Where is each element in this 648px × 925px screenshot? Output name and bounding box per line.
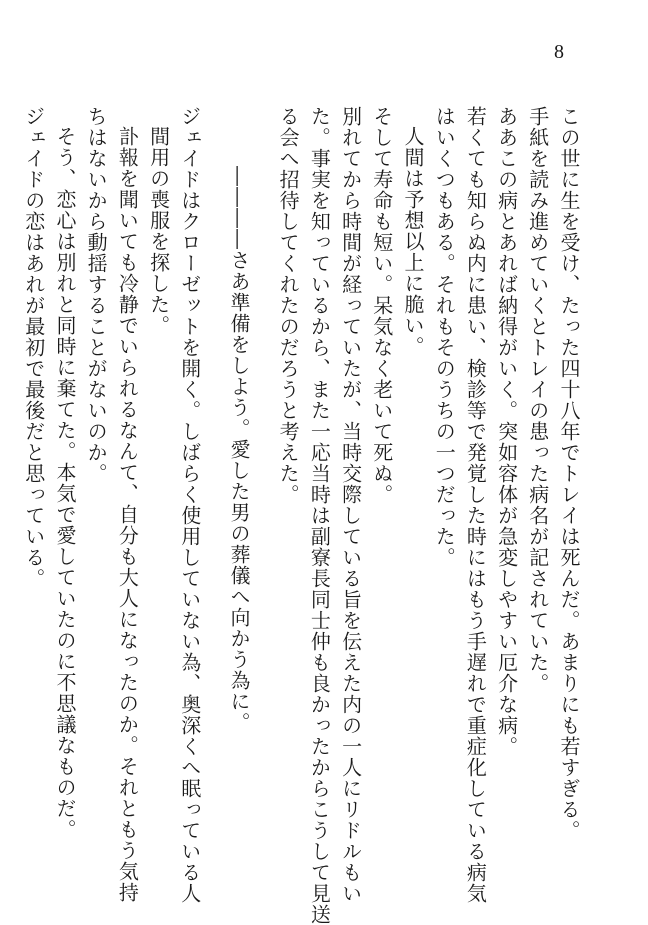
text-line: ちはないから動揺することがないのか。: [84, 106, 109, 484]
text-line: 訃報を聞いても冷静でいられるなんて、自分も大人になったのか。それともう気持: [115, 126, 140, 903]
text-line: 間用の喪服を探した。: [146, 126, 171, 336]
text-line: 別れてから時間が経っていたが、当時交際している旨を伝えた内の一人にリドルもい: [338, 106, 363, 904]
page-number: 8: [554, 41, 564, 63]
text-line: ジェイドはクローゼットを開く。しばらく使用していない為、奥深くへ眠っている人: [177, 106, 202, 904]
text-line: た。事実を知っているから、また一応当時は副寮長同士仲も良かったからこうして見送: [307, 106, 332, 925]
text-line: る会へ招待してくれたのだろうと考えた。: [276, 106, 301, 505]
text-line: 人間は予想以上に脆い。: [400, 126, 425, 357]
text-line: ああこの病とあれば納得がいく。突如容体が急変しやすい厄介な病。: [494, 106, 519, 757]
text-line: ジェイドの恋はあれが最初で最後だと思っている。: [21, 106, 46, 589]
text-line: そして寿命も短い。呆気なく老いて死ぬ。: [369, 106, 394, 505]
text-line: はいくつもある。それもそのうちの一つだった。: [432, 106, 457, 568]
text-line: 手紙を読み進めていくとトレイの患った病名が記されていた。: [525, 106, 550, 694]
novel-body-text: [18, 106, 584, 925]
text-line: この世に生を受け、たった四十八年でトレイは死んだ。あまりにも若すぎる。: [557, 106, 581, 841]
text-line: 若くても知らぬ内に患い、検診等で発覚した時にはもう手遅れで重症化している病気: [463, 106, 488, 904]
scene-break-line: ――――さあ準備をしよう。愛した男の葬儀へ向かう為に。: [226, 166, 251, 733]
text-line: そう、恋心は別れと同時に棄てた。本気で愛していたのに不思議なものだ。: [52, 126, 77, 840]
